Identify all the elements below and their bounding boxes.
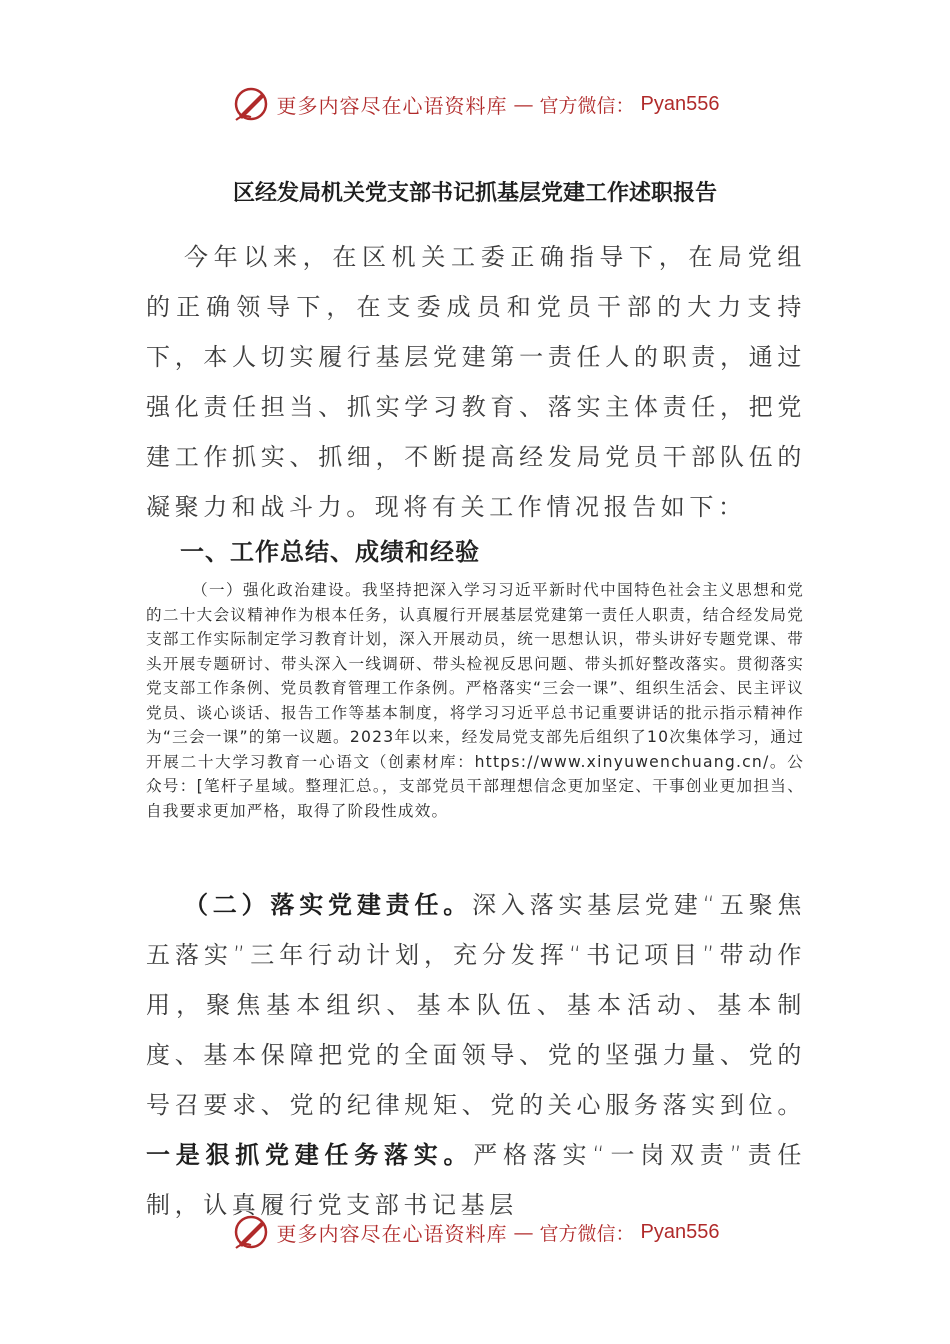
party-responsibility-paragraph [146, 880, 806, 1230]
intro-paragraph: 今年以来，在区机关工委正确指导下，在局党组的正确领导下，在支委成员和党员干部的大力支持下，本人切实履行基层党建第一责任人的职责，通过强化责任担当、抓实学习教育、落实主体责任，把党建工作抓实、抓细，不断提高经发局党员干部队伍的凝聚力和战斗力。现将有关工作情况报告如下： [146, 243, 806, 521]
section-heading: 一、工作总结、成绩和经验 [180, 538, 480, 566]
paragraph-text: 深入落实基层党建“五聚焦五落实”三年行动计划，充分发挥“书记项目”带动作用，聚焦基本组织、基本队伍、基本活动、基本制度、基本保障把党的全面领导、党的坚强力量、党的号召要求、党的纪律规矩、党的关心服务落实到位。 [146, 891, 806, 1119]
watermark-id: Pyan556 [640, 92, 720, 115]
watermark-separator: — [513, 92, 534, 116]
watermark-official: 官方微信： [539, 94, 635, 117]
watermark-official: 官方微信： [539, 1222, 635, 1245]
footer-watermark [0, 1212, 950, 1252]
sub-point-text: 严格落实“一岗双责”责任制，认真履行党支部书记基层 [146, 1141, 806, 1219]
watermark-id: Pyan556 [640, 1220, 720, 1243]
watermark-text: 更多内容尽在心语资料库 [276, 1221, 508, 1246]
header-watermark [0, 84, 950, 124]
political-building-paragraph: （一）强化政治建设。我坚持把深入学习习近平新时代中国特色社会主义思想和党的二十大会议精神作为根本任务，认真履行开展基层党建第一责任人职责，结合经发局党支部工作实际制定学习教育计划，深入开展动员，统一思想认识，带头讲好专题党课、带头开展专题研讨、带头深入一线调研、带头检视反思问题、带头抓好整改落实。贯彻落实党支部工作条例、党员教育管理工作条例。严格落实“三会一课”、组织生活会、民主评议党员、谈心谈话、报告工作等基本制度，将学习习近平总书记重要讲话的批示指示精神作为“三会一课”的第一议题。2023年以来，经发局党支部先后组织了10次集体学习，通过开展二十大学习教育一心语文（创素材库：https://www.xinyuwenchuang.cn/。公众号：[笔杆子星域。整理汇总。，支部党员干部理想信念更加坚定、干事创业更加担当、自我要求更加严格，取得了阶段性成效。 [146, 581, 804, 820]
watermark-text: 更多内容尽在心语资料库 [276, 93, 508, 118]
sub-point-label: 一是狠抓党建任务落实。 [146, 1141, 474, 1169]
pen-logo-icon [231, 1212, 271, 1252]
pen-logo-icon [231, 84, 271, 124]
document-title: 区经发局机关党支部书记抓基层党建工作述职报告 [232, 181, 717, 206]
watermark-separator: — [513, 1220, 534, 1244]
paragraph-label: （二）落实党建责任。 [184, 891, 473, 919]
